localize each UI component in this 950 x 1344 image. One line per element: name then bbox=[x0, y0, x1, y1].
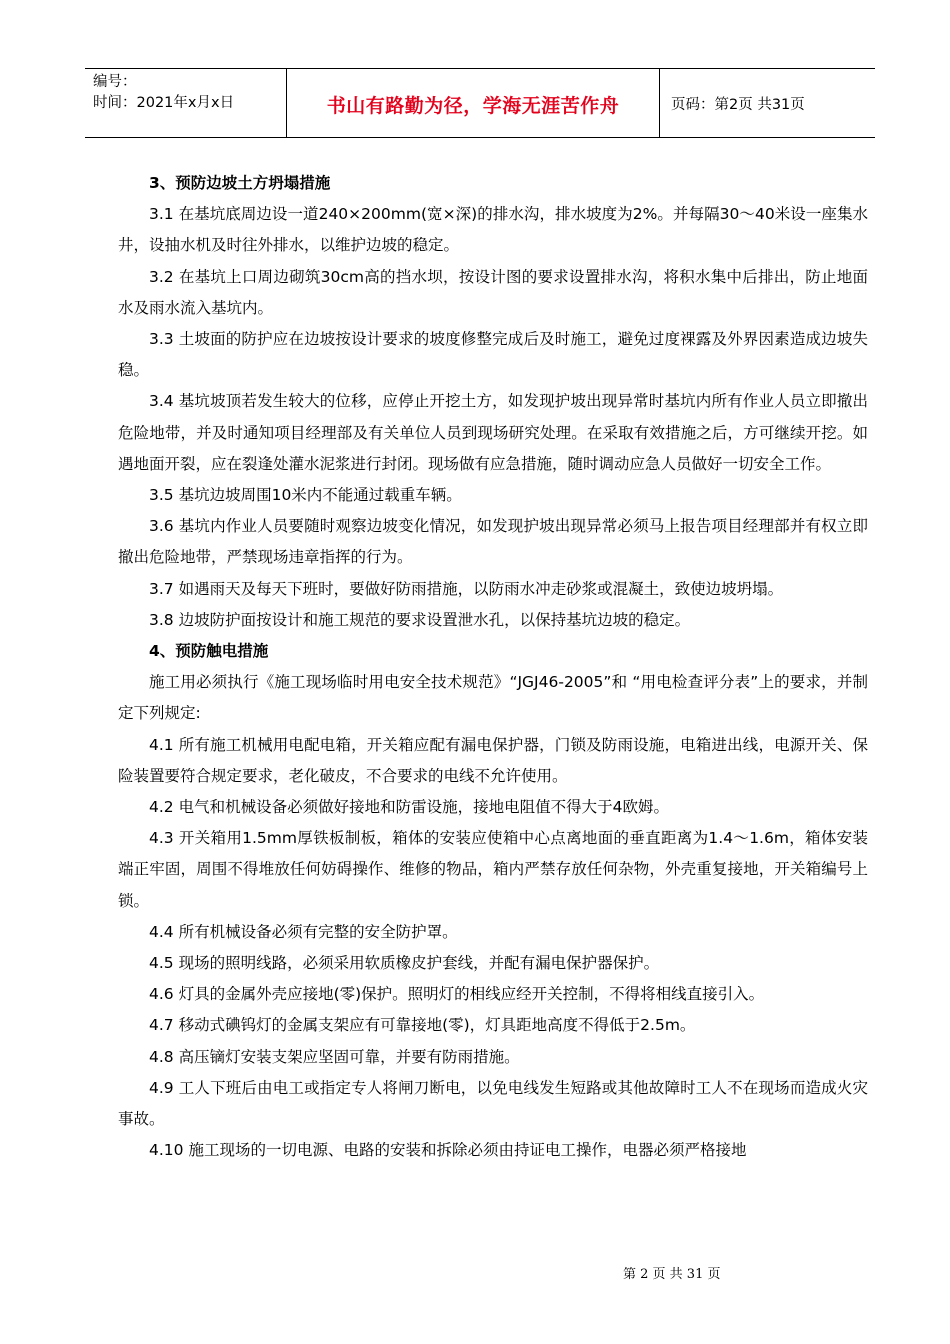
paragraph: 4.1 所有施工机械用电配电箱，开关箱应配有漏电保护器，门锁及防雨设施，电箱进出线，电源开关、保险装置要符合规定要求，老化破皮，不合要求的电线不允许使用。 bbox=[118, 735, 868, 785]
header-divider bbox=[659, 69, 660, 137]
header-meta bbox=[93, 72, 283, 114]
document-body bbox=[118, 168, 868, 1167]
paragraph: 4.7 移动式碘钨灯的金属支架应有可靠接地(零)，灯具距地高度不得低于2.5m。 bbox=[149, 1016, 696, 1035]
paragraph: 3.3 土坡面的防护应在边坡按设计要求的坡度修整完成后及时施工，避免过度裸露及外界因素造成边坡失稳。 bbox=[118, 330, 868, 380]
paragraph: 4.9 工人下班后由电工或指定专人将闸刀断电，以免电线发生短路或其他故障时工人不在现场而造成火灾事故。 bbox=[118, 1078, 868, 1129]
document-date-label: 时间：2021年x月x日 bbox=[93, 95, 235, 111]
paragraph: 3.8 边坡防护面按设计和施工规范的要求设置泄水孔，以保持基坑边坡的稳定。 bbox=[149, 610, 691, 629]
paragraph: 3.5 基坑边坡周围10米内不能通过载重车辆。 bbox=[149, 486, 462, 505]
paragraph: 3.2 在基坑上口周边砌筑30cm高的挡水坝，按设计图的要求设置排水沟，将积水集中后排出，防止地面水及雨水流入基坑内。 bbox=[118, 267, 868, 317]
paragraph: 4.3 开关箱用1.5mm厚铁板制板，箱体的安装应使箱中心点离地面的垂直距离为1.4～1.6m，箱体安装端正牢固，周围不得堆放任何妨碍操作、维修的物品，箱内严禁存放任何杂物，外壳重复接地，开关箱编号上锁。 bbox=[118, 829, 868, 910]
header-page-label: 页码：第2页 共31页 bbox=[671, 97, 805, 113]
page-header bbox=[85, 68, 875, 138]
document-number-label: 编号： bbox=[93, 74, 137, 90]
paragraph: 3.4 基坑坡顶若发生较大的位移，应停止开挖土方，如发现护坡出现异常时基坑内所有作业人员立即撤出危险地带，并及时通知项目经理部及有关单位人员到现场研究处理。在采取有效措施之后，方可继续开挖。如遇地面开裂，应在裂逢处灌水泥浆进行封闭。现场做有应急措施，随时调动应急人员做好一切安全工作。 bbox=[118, 392, 868, 473]
paragraph: 3.7 如遇雨天及每天下班时，要做好防雨措施，以防雨水冲走砂浆或混凝土，致使边坡坍塌。 bbox=[149, 579, 784, 598]
paragraph: 3.6 基坑内作业人员要随时观察边坡变化情况，如发现护坡出现异常必须马上报告项目经理部并有权立即撤出危险地带，严禁现场违章指挥的行为。 bbox=[118, 517, 868, 567]
section-heading: 3、预防边坡土方坍塌措施 bbox=[149, 174, 331, 192]
header-divider bbox=[286, 69, 287, 137]
paragraph: 施工用必须执行《施工现场临时用电安全技术规范》“JGJ46-2005”和 “用电检查评分表”上的要求，并制定下列规定: bbox=[118, 673, 868, 723]
header-motto: 书山有路勤为径，学海无涯苦作舟 bbox=[326, 95, 620, 117]
paragraph: 3.1 在基坑底周边设一道240×200mm(宽×深)的排水沟，排水坡度为2%。并每隔30～40米设一座集水井，设抽水机及时往外排水，以维护边坡的稳定。 bbox=[118, 205, 868, 255]
paragraph: 4.6 灯具的金属外壳应接地(零)保护。照明灯的相线应经开关控制，不得将相线直接引入。 bbox=[149, 985, 765, 1004]
section-heading: 4、预防触电措施 bbox=[149, 642, 269, 661]
paragraph: 4.5 现场的照明线路，必须采用软质橡皮护套线，并配有漏电保护器保护。 bbox=[149, 954, 660, 973]
paragraph: 4.10 施工现场的一切电源、电路的安装和拆除必须由持证电工操作，电器必须严格接地 bbox=[149, 1141, 747, 1160]
paragraph: 4.8 高压镝灯安装支架应坚固可靠，并要有防雨措施。 bbox=[149, 1047, 520, 1066]
paragraph: 4.4 所有机械设备必须有完整的安全防护罩。 bbox=[149, 922, 458, 941]
page-footer-number: 第 2 页 共 31 页 bbox=[623, 1267, 721, 1282]
paragraph: 4.2 电气和机械设备必须做好接地和防雷设施，接地电阻值不得大于4欧姆。 bbox=[149, 798, 669, 817]
